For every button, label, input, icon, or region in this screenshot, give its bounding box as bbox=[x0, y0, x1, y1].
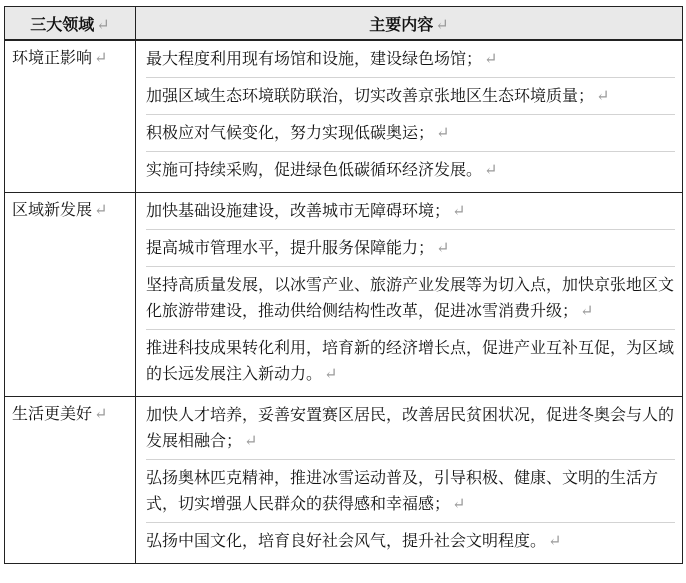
paragraph-mark-icon: ↵ bbox=[484, 49, 498, 68]
paragraph-mark-icon: ↵ bbox=[452, 494, 466, 513]
header-content: 主要内容 ↵ bbox=[136, 7, 683, 41]
paragraph-mark-icon: ↵ bbox=[596, 86, 610, 105]
list-item: 推进科技成果转化利用，培育新的经济增长点，促进产业互补互促，为区域的长远发展注入新动力。 ↵ bbox=[146, 329, 675, 392]
paragraph-mark-icon: ↵ bbox=[452, 201, 466, 220]
list-item: 弘扬奥林匹克精神，推进冰雪运动普及，引导积极、健康、文明的生活方式，切实增强人民群众的获得感和幸福感； ↵ bbox=[146, 459, 675, 522]
table-row bbox=[5, 397, 683, 564]
list-item: 加快人才培养，妥善安置赛区居民，改善居民贫困状况，促进冬奥会与人的发展相融合； ↵ bbox=[146, 405, 675, 450]
content-cell bbox=[136, 40, 683, 193]
list-item: 弘扬中国文化，培育良好社会风气，提升社会文明程度。 ↵ bbox=[146, 522, 675, 559]
list-item: 加快基础设施建设，改善城市无障碍环境； ↵ bbox=[146, 201, 466, 220]
list-item: 坚持高质量发展，以冰雪产业、旅游产业发展等为切入点，加快京张地区文化旅游带建设，推动供给侧结构性改革，促进冰雪消费升级； ↵ bbox=[146, 266, 675, 329]
paragraph-mark-icon: ↵ bbox=[436, 238, 450, 257]
paragraph-mark-icon: ↵ bbox=[96, 14, 110, 34]
domain-cell: 环境正影响 ↵ bbox=[5, 40, 136, 193]
paragraph-mark-icon: ↵ bbox=[94, 200, 108, 219]
list-item: 提高城市管理水平，提升服务保障能力； ↵ bbox=[146, 229, 675, 266]
paragraph-mark-icon: ↵ bbox=[324, 364, 338, 383]
domain-cell: 区域新发展 ↵ bbox=[5, 193, 136, 397]
content-cell bbox=[136, 397, 683, 564]
paragraph-mark-icon: ↵ bbox=[244, 431, 258, 450]
paragraph-mark-icon: ↵ bbox=[580, 301, 594, 320]
table-row bbox=[5, 40, 683, 193]
list-item: 积极应对气候变化，努力实现低碳奥运； ↵ bbox=[146, 114, 675, 151]
paragraph-mark-icon: ↵ bbox=[435, 14, 449, 34]
legacy-content-table bbox=[4, 6, 683, 564]
table-header-row bbox=[5, 7, 683, 41]
paragraph-mark-icon: ↵ bbox=[484, 160, 498, 179]
paragraph-mark-icon: ↵ bbox=[94, 404, 108, 423]
paragraph-mark-icon: ↵ bbox=[436, 123, 450, 142]
header-domain: 三大领域 ↵ bbox=[5, 7, 136, 41]
list-item: 实施可持续采购，促进绿色低碳循环经济发展。 ↵ bbox=[146, 151, 675, 188]
content-cell bbox=[136, 193, 683, 397]
list-item: 加强区域生态环境联防联治，切实改善京张地区生态环境质量； ↵ bbox=[146, 77, 675, 114]
paragraph-mark-icon: ↵ bbox=[94, 48, 108, 67]
domain-cell: 生活更美好 ↵ bbox=[5, 397, 136, 564]
paragraph-mark-icon: ↵ bbox=[548, 531, 562, 550]
list-item: 最大程度利用现有场馆和设施，建设绿色场馆； ↵ bbox=[146, 49, 498, 68]
table-row bbox=[5, 193, 683, 397]
